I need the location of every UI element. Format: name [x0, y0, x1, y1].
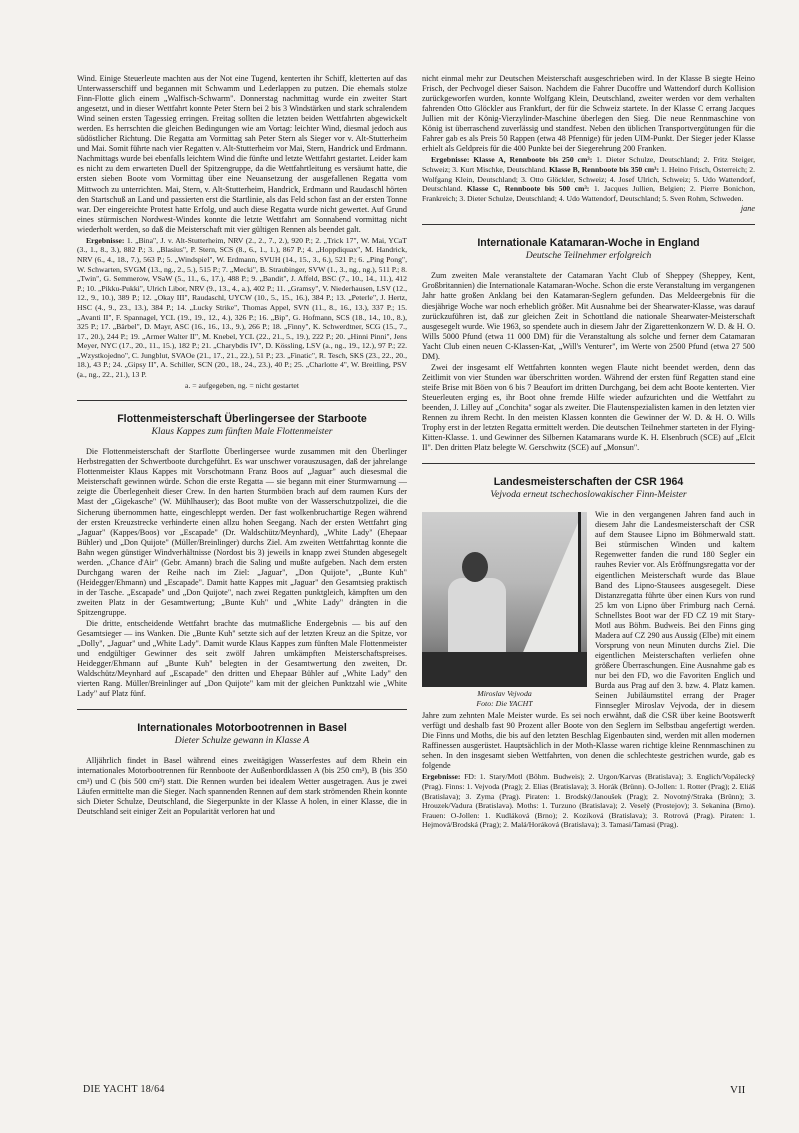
star-article-title: Flottenmeisterschaft Überlingersee der Starboote [117, 413, 367, 426]
kat-article-subtitle: Deutsche Teilnehmer erfolgreich [525, 250, 652, 262]
csr-article-subtitle: Vejvoda erneut tschechoslowakischer Finn-Meister [490, 489, 687, 501]
motor-result-a: 1. Dieter Schulze, Deutschland; 2. Fritz Steiger, Schweiz; 3. Kurt Mischke, Deutschland. [422, 155, 756, 174]
star-article-subtitle: Klaus Kappes zum fünften Male Flottenmeister [151, 426, 333, 438]
motor-result-a-label: Ergebnisse: Klasse A, Rennboote bis 250 cm³: [431, 155, 593, 165]
motor-result-b-label: Klasse B, Rennboote bis 350 cm³: [549, 164, 660, 174]
photo-caption [422, 689, 587, 708]
csr-results-text: FD: 1. Stary/Motl (Böhm. Budweis); 2. Urgon/Karvas (Bratislava); 3. Englich/Vopálecký (Prag). Finns: 1. Vejvoda (Prag); 2. Elias (Bratislava); 3. Horák (Brünn). O-Jollen: 1. Rotter (Prag); 2. Eliáš (Bratislava); 3. Zyma (Prag). Piraten: 1. Brodský/Janoušek (Prag); 2. Novotný/Straka (Brünn); 3. Hrouzek/Vadura (Bratislava). Moths: 1. Turzuno (Bratislava); 2. Veselý (Prostejov); 3. Sekanina (Brno). Frauen: O-Jollen: 1. Kudláková (Brno); 2. Kozíková (Bratislava); 3. Rotrová (Prag). Piraten: 1. Hejmová/Brodská (Prag); 2. Malá/Horáková (Bratislava); 3. Tamasi/Tamasi (Prag). [422, 772, 755, 830]
motor-article-subtitle: Dieter Schulze gewann in Klasse A [174, 735, 310, 747]
motor-paragraph-1: Alljährlich findet in Basel während eines zweitägigen Wasserfestes auf dem Rhein ein internationales Motorbootrennen für Rennboote der Außenbordklassen A (bis 250 cm³), B (bis 350 cm³) und C (bis 500 cm³) statt. Die Rennen wurden bei idealem Wetter ausgetragen. Aus je zwei Läufen ermittelte man die Sieger. Nach spannenden Rennen auf dem stark strömenden Rhein konnte sich Dieter Schulze, Deutschland, die Siegerpunkte in der Klasse A holen, in einer Klasse, die in Deutschland seit einiger Zeit an Popularität verloren hat und [77, 756, 407, 816]
results-label: Ergebnisse: [86, 235, 125, 245]
section-divider [77, 400, 407, 401]
sailor-photo [422, 512, 587, 687]
motor-article-continued: nicht einmal mehr zur Deutschen Meisterschaft ausgeschrieben wird. In der Klasse B siegte Heino Frisch, der Pechvogel dieser Saison. Nachdem die Fahrer Ducoffre und Wattendorf durch Kollision zurückgeworfen wurden, konnte Wolfgang Klein, Deutschland, zweiter werden vor dem verhalten fahrenden Otto Glöckler aus Frankfurt, der für die Schweiz startete. In der Klasse C errang Jacques Jullien mit der König-Vierzylinder-Maschine überlegen den Sieg. Die neue Rennmaschine von König ist überraschend zuverlässig und standfest. Neben den üblichen Transportvergütungen für die Fahrer gab es als Preis 50 Rappen (etwa 48 Pfennige) für jeden UIM-Punkt. Der Sieger jeder Klasse erhielt als Geldpreis für die 400 Punkte bei der Siegerehrung 200 Franken. [422, 74, 755, 154]
photo-block [422, 512, 587, 708]
star-paragraph-1: Die Flottenmeisterschaft der Starflotte Überlingersee wurde zusammen mit den Überlinger Herbstregatten der Schwertboote durchgeführt. Es war unschwer vorauszusagen, daß der jahrelange Flottenmeister Klaus Kappes mit Vorschotmann Franz Boos auf „Jaguar" auch diesesmal die Meisterschaft gewinnen würde. Schon die erste Regatta — sie begann mit einer Sturmwarnung — zeigte die Überlegenheit dieser Crew. In den harten Sturmböen brach auf dem raumen Kurs der Mast der „Gigekasche" (W. Mühlhauser); das Boot mußte von der Wasserschutzpolizei, die die Sicherung übernommen hatte, eingeschleppt werden. Der fast wolkenbruchartige Regen während der ersten Kreuzstrecke verhinderte einen allzu hohen Seegang. Nach der ersten Wettfahrt ging „Jaguar" (Kappes/Boos) vor „Escapade" (Dr. Waldschütz/Meynhard), „White Lady" (Ehepaar Bühler) und „Don Quijote" (Müller/Breinlinger) durchs Ziel. Am zweiten Wettfahrttag konnte die Bahn wegen günstiger Windverhältnisse (Nordost bis 3) jeweils in knapp zwei Stunden abgesegelt werden. „Chance d'Air" (Gebr. Amann) brach die Saling und mußte aufgeben. Nach dem ersten Durchgang waren der Reihe nach im Ziel: „Jaguar", „Don Quijote", „Bunte Kuh" (Heidegger/Ehmann) und „Escapade". Damit hatte Kappes mit „Jaguar" den Gesamtsieg praktisch in der Tasche. „Escapade" und „Don Quijote", nach zwei Regatten punktgleich, kämpften um den zweiten Platz in der Gesamtwertung; „Bunte Kuh" und „White Lady" drängten in die Spitzengruppe. [77, 447, 407, 617]
sailor-body-shape [448, 578, 506, 658]
right-column [422, 74, 755, 831]
motor-result-c: 1. Jacques Jullien, Belgien; 2. Pierre Bonichon, Frankreich; 3. Dieter Schulze, Deutschland; 4. Udo Wattendorf, Deutschland; 5. Sven Rohm, Schweden. [422, 184, 755, 203]
kat-article-title: Internationale Katamaran-Woche in England [477, 237, 700, 250]
csr-results [422, 772, 755, 830]
photo-caption-name: Miroslav Vejvoda [477, 689, 532, 699]
page-number: VII [730, 1084, 746, 1096]
section-divider [77, 709, 407, 710]
motor-result-c-label: Klasse C, Rennboote bis 500 cm³: [466, 184, 590, 194]
results-text: 1. „Bina", J. v. Alt-Stutterheim, NRV (2., 2., 7., 2.), 920 P.; 2. „Trick 17", W. Mai, YCaT (3., 1., 8., 3.), 882 P.; 3. „Blasius", P. Stern, SCS (8., 6., 1., 1.), 867 P.; 4. „Hoppdiquax", M. Handrick, NRV (6., 4., 18., 7.), 563 P.; 5. „Windspiel", W. Erdmann, SVUH (14., 15., 3., 6.), 521 P.; 6. „Ping Pong", W. Schwarten, SVGM (13., ng., 2., 5.), 515 P.; 7. „Mecki", B. Straubinger, SVW (1., 3., ng., ng.), 511 P.; 8. „Twin", G. Semmerow, VSaW (5., 11., 6., 17.), 488 P.; 9. „Bandit", J. Affeld, BSC (7., 10., 14., 11.), 412 P.; 10. „Pikku-Pukki", Ulrich Libor, NRV (9., 13., 4., a.), 402 P.; 11. „Gramsy", V. Niederhausen, LSV (12., 12., 9., 10.), 389 P.; 12. „Okay III", Raudaschl, UYCW (10., 5., 15., 16.), 384 P.; 13. „Peterle", J. Hertz, HSC (4., 9., 23., 13.), 384 P.; 14. „Lucky Strike", Thomas Appel, SVN (11., 8., 16., 13.), 337 P.; 15. „Avanti II", F. Spannagel, YCL (19., 19., 12., 4.), 326 P.; 16. „Bip", G. Hofmann, SCS (18., 14., 10., 8.), 325 P.; 17. „Bärbel", D. Mayr, ASC (16., 16., 13., 9.), 266 P.; 18. „Finny", K. Schwerdtner, SCG (15., 7., 17., 20.), 244 P.; 19. „Armer Walter II", M. Knebel, YCL (22., 21., 5., 19.), 222 P.; 20. „Hinni Pinni", Jens Meyer, NYC (17., 20., 11., 15.), 182 P.; 21. „Charybdis IV", D. Kössling, LSV (a., ng., 19., 12.), 97 P.; 22. „Wzystkojedno", C. Jungblut, SVAOe (21., 17., 21., 22.), 51 P.; 23. „Finatic", R. Tesch, SKS (23., 22., 20., 18.), 43 P.; 24. „Gipsy II", A. Schiller, SCN (20., 18., 24., 23.), 40 P.; 25. „Charlotte 4", W. Breitling, PSV (a., ng., 22., 21.), 13 P. [77, 235, 407, 380]
section-divider [422, 224, 755, 225]
finn-results [77, 236, 407, 380]
kat-paragraph-2: Zwei der insgesamt elf Wettfahrten konnten wegen Flaute nicht beendet werden, denn das Zeitlimit von vier Stunden war überschritten worden. Während der ersten fünf Regatten stand eine steife Brise mit Böen von 6 bis 7 Beaufort im dritten Durchgang, bei dem acht Boote kenterten. Vier Steuerleuten erging es, ihr Boot ohne fremde Hilfe wieder aufzurichten und die Wettfahrt zu beenden, J. Lilley auf „Conchita" sogar als zweiter. Die Flautenspezialisten kamen in den letzten vier Rennen zu ihrem Recht. In den meisten Klassen konnten die Gewinner der W. D. & H. O. Wills Trophy erst in der letzten Regatta ermittelt werden. Die deutschen Teilnehmer starteten in der Flying-Kitten-Klasse. 1. und Gewinner des Silbernen Katamarans wurde K. H. Elsenbruch (SCE) auf „Elcit II". Den dritten Platz belegte W. Gerschwitz (SCE) auf „Monsun". [422, 362, 755, 453]
section-divider [422, 463, 755, 464]
finn-report-continued: Wind. Einige Steuerleute machten aus der Not eine Tugend, kenterten ihr Schiff, kletterten auf das Unterwasserschiff und begannen mit Schwamm und Lederlappen zu putzen. Die ehemals stolze Finn-Flotte glich einem „Walfisch-Schwarm". Donnerstag nachmittag wurde ein zweiter Start angesetzt, und in dieser Wettfahrt konnte Peter Stern bei 2 bis 3 Windstärken und stark schralendem Wind seinen ersten Tagessieg erringen. Freitag sollten die letzten beiden Wettfahrten abgewickelt werden. Es herrschten die gleichen Bedingungen wie am Vortag: leichter Wind, diesmal jedoch aus südöstlicher Richtung. Die Regatta am Vormittag sah Peter Stern als Sieger vor v. Alt-Stutterheim und Mai. Somit führte nach vier Regatten v. Alt-Stutterheim vor Mai, Stern, Handrick und Erdmann. Nachmittags wurde bei ebenfalls leichtem Wind die fünfte und letzte Wettfahrt gestartet. Leider kam es nicht zu dem erwarteten Duell der Spitzengruppe, da die Wettfahrtleitung es versäumt hatte, die ersten sieben Boote vom Vormittag über eine Neuansetzung der ausgefallenen Regatta vom Mittwoch zu unterrichten. Mai, Stern, v. Alt-Stutterheim, Handrick, Erdmann und Raudaschl hörten den Startschuß an Land und passierten erst die Startlinie, als das Feld schon fast an der ersten Tonne war. Der eingereichte Protest hatte Erfolg, und auch diese Regatta wurde nicht gewertet. Auf Grund eines stürmischen Nordwest-Windes konnte die letzte Wettfahrt am Sonnabend vormittag nicht wiederholt werden, so daß die Meisterschaft mit vier gültigen Rennen als beendet galt. [77, 74, 407, 234]
csr-article-title: Landesmeisterschaften der CSR 1964 [493, 476, 684, 489]
motor-article-title: Internationales Motorbootrennen in Basel [137, 722, 347, 735]
left-column [77, 74, 407, 818]
boat-hull-shape [422, 652, 587, 687]
motor-result-b: 1. Heino Frisch, Österreich; 2. Wolfgang Klein, Deutschland; 3. Otto Glöckler, Schweiz; 4. Josef Ulrich, Schweiz; 5. Udo Wattendorf, Deutschland. [422, 164, 756, 194]
author-signature: jane [740, 204, 755, 214]
csr-paragraph-1: Wie in den vergangenen Jahren fand auch in diesem Jahr die Landesmeisterschaft der CSR auf dem Stausee Lipno im Böhmerwald statt. Bei stürmischen Winden und kaltem Regenwetter fanden die rund 180 Segler ein rauhes Revier vor. Als Eröffnungsregatta vor der eigentlichen Meisterschaft wurde das Blaue Band des Lipno-Stausees ausgesegelt. Diese Distanzregatta führte über einen Kurs von rund 25 km von Lipno über Frimburg nach Cerná. Schnellstes Boot war der FD CZ 19 mit Stary-Motl aus Böhm. Budweis. Bei den Finns ging Madera auf CZ 290 aus Aussig (Elbe) mit einem Vorsprung von neun Minuten durchs Ziel. Die eigentlichen Meisterschaften verliefen ohne größere Überraschungen. Eine Ausnahme gab es nur bei den FD, wo die Favoriten Englich und Burda aus Prag auf den 3. bzw. 4. Platz kamen. Seinen Jubiläumstitel errang der Prager Finnsegler Miroslav Vejvoda, der in diesem Jahre zum zehnten Male Meister wurde. Es sei noch erwähnt, daß die CSR über keine Bootswerft verfügt und deshalb fast 90 Prozent aller Boote von den Seglern im Selbstbau angefertigt werden. Die Finns und Moths, die bis auf den letzten Beschlag Eigenbauten sind, werden mit allen modernen Raffinessen ausgerüstet. Hauptsächlich in der Moth-Klasse waren richtige kleine Rennmaschinen zu sehen. In den insgesamt sieben Wettfahrten, von denen die schlechteste gestrichen wurde, gab es folgende [422, 510, 755, 771]
results-legend: a. = aufgegeben, ng. = nicht gestartet [185, 380, 299, 390]
kat-paragraph-1: Zum zweiten Male veranstaltete der Catamaran Yacht Club of Sheppey (Sheppey, Kent, Großbritannien) die Internationale Katamaran-Woche. Schon die erste Veranstaltung im vergangenen Jahr hatte großen Anklang bei den Katamaran-Seglern gefunden. Das Meldeergebnis für die diesjährige Woche war noch erheblich größer. Mit Ausnahme bei der Shearwater-Klasse, was darauf zurückzuführen ist, daß zur gleichen Zeit in Schottland die nationale Shearwater-Meisterschaft ausgesegelt wurde. Wie 1963, so spendete auch in diesem Jahr der Zigarettenkonzern W. D. & H. O. Wills 5000 Pfund (etwa 11 000 DM) für die Veranstaltung als solche und ferner dem Catamaran Yacht Club einen neuen C-Klassen-Kat, „Will's Venturer", im Werte von 2500 Pfund (etwa 27 500 DM). [422, 271, 755, 361]
issue-footer: DIE YACHT 18/64 [83, 1084, 165, 1095]
csr-results-label: Ergebnisse: [422, 772, 461, 782]
photo-caption-credit: Foto: Die YACHT [476, 698, 533, 708]
star-paragraph-2: Die dritte, entscheidende Wettfahrt brachte das mutmaßliche Endergebnis — bis auf den Gesamtsieger — ins Wanken. Die „Bunte Kuh" setzte sich auf der letzten Kreuz an die Spitze, vor „Dolly", „Jaguar" und „White Lady". Damit wurde Klaus Kappes zum fünften Male Flottenmeister und endgültiger Gewinner des seit zwölf Jahren umkämpften Meisterschaftspreises. Heidegger/Ehmann auf „Bunte Kuh" belegten in der Gesamtwertung den zweiten, Dr. Waldschütz/Meynhard auf „Escapade" den dritten und Ehepaar Bühler auf „White Lady" den vierten Rang. Müller/Breinlinger auf „Don Quijote" kam mit der gleichen Punktzahl wie „White Lady" auf Platz fünf. [77, 619, 407, 699]
motor-results [422, 155, 755, 203]
